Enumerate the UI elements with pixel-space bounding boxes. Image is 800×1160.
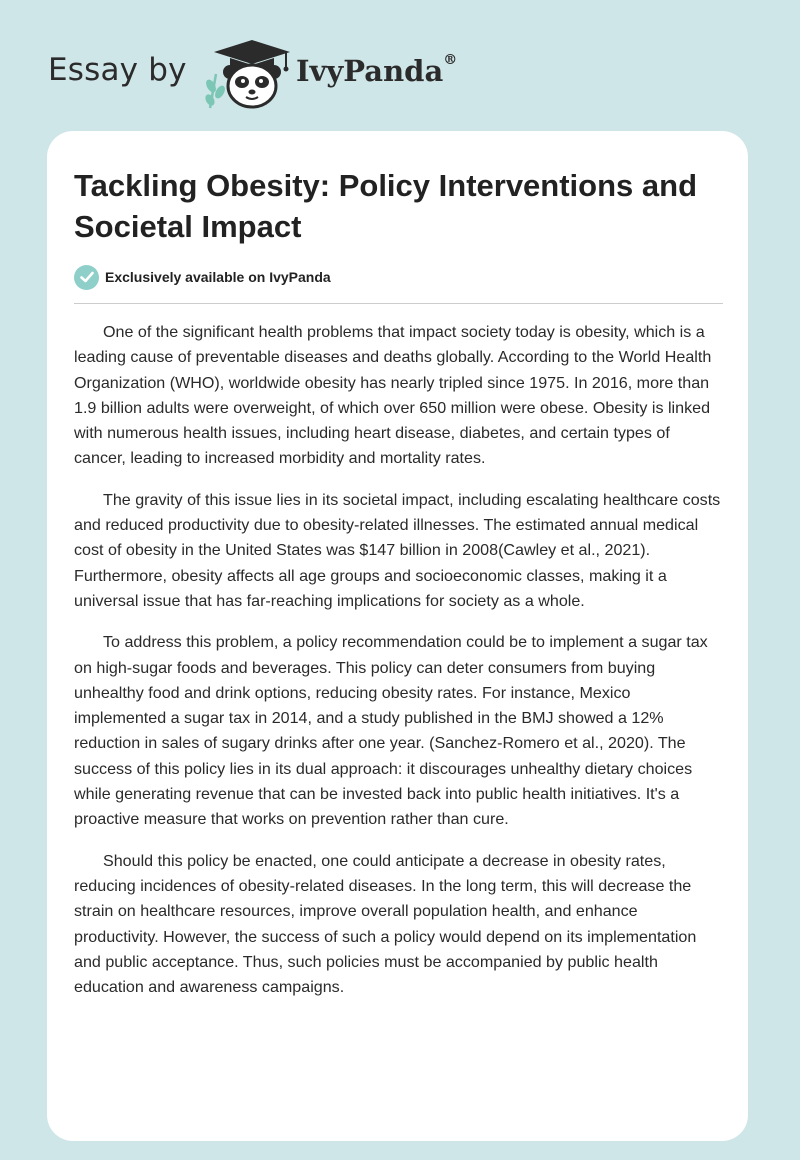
brand-header[interactable] xyxy=(48,34,568,114)
exclusive-badge xyxy=(74,264,331,290)
paragraph: To address this problem, a policy recommendation could be to implement a sugar tax on high-sugar foods and beverages. This policy can deter consumers from buying unhealthy food and drink options, reducing obesity rates. For instance, Mexico implemented a sugar tax in 2014, and a study published in the BMJ showed a 12% reduction in sales of sugary drinks after one year. (Sanchez-Romero et al., 2020). The success of this policy lies in its dual approach: it discourages unhealthy dietary choices while generating revenue that can be invested back into public health initiatives. It's a proactive measure that works on prevention rather than cure. xyxy=(74,633,708,829)
essay-by-label: Essay by xyxy=(48,52,187,88)
panda-logo-icon xyxy=(200,34,292,110)
page-title: Tackling Obesity: Policy Interventions and Societal Impact xyxy=(74,168,698,244)
divider xyxy=(74,303,723,304)
checkmark-icon xyxy=(74,265,99,290)
badge-label: Exclusively available on IvyPanda xyxy=(105,269,331,285)
brand-name: IvyPanda® xyxy=(296,52,458,88)
paragraph: Should this policy be enacted, one could anticipate a decrease in obesity rates, reducing incidences of obesity-related diseases. In the long term, this will decrease the strain on healthcare resources, improve overall population health, and enhance productivity. However, the success of such a policy would depend on its implementation and public acceptance. Thus, such policies must be accompanied by public health education and awareness campaigns. xyxy=(74,851,697,997)
essay-body xyxy=(74,320,724,1016)
paragraph: The gravity of this issue lies in its societal impact, including escalating healthcare costs and reduced productivity due to obesity-related illnesses. The estimated annual medical cost of obesity in the United States was $147 billion in 2008(Cawley et al., 2021). Furthermore, obesity affects all age groups and socioeconomic classes, making it a universal issue that has far-reaching implications for society as a whole. xyxy=(74,490,721,610)
essay-card xyxy=(47,131,748,1141)
paragraph: One of the significant health problems that impact society today is obesity, which is a leading cause of preventable diseases and deaths globally. According to the World Health Organization (WHO), worldwide obesity has nearly tripled since 1975. In 2016, more than 1.9 billion adults were overweight, of which over 650 million were obese. Obesity is linked with numerous health issues, including heart disease, diabetes, and certain types of cancer, leading to increased morbidity and mortality rates. xyxy=(74,323,712,468)
registered-mark: ® xyxy=(443,52,458,69)
